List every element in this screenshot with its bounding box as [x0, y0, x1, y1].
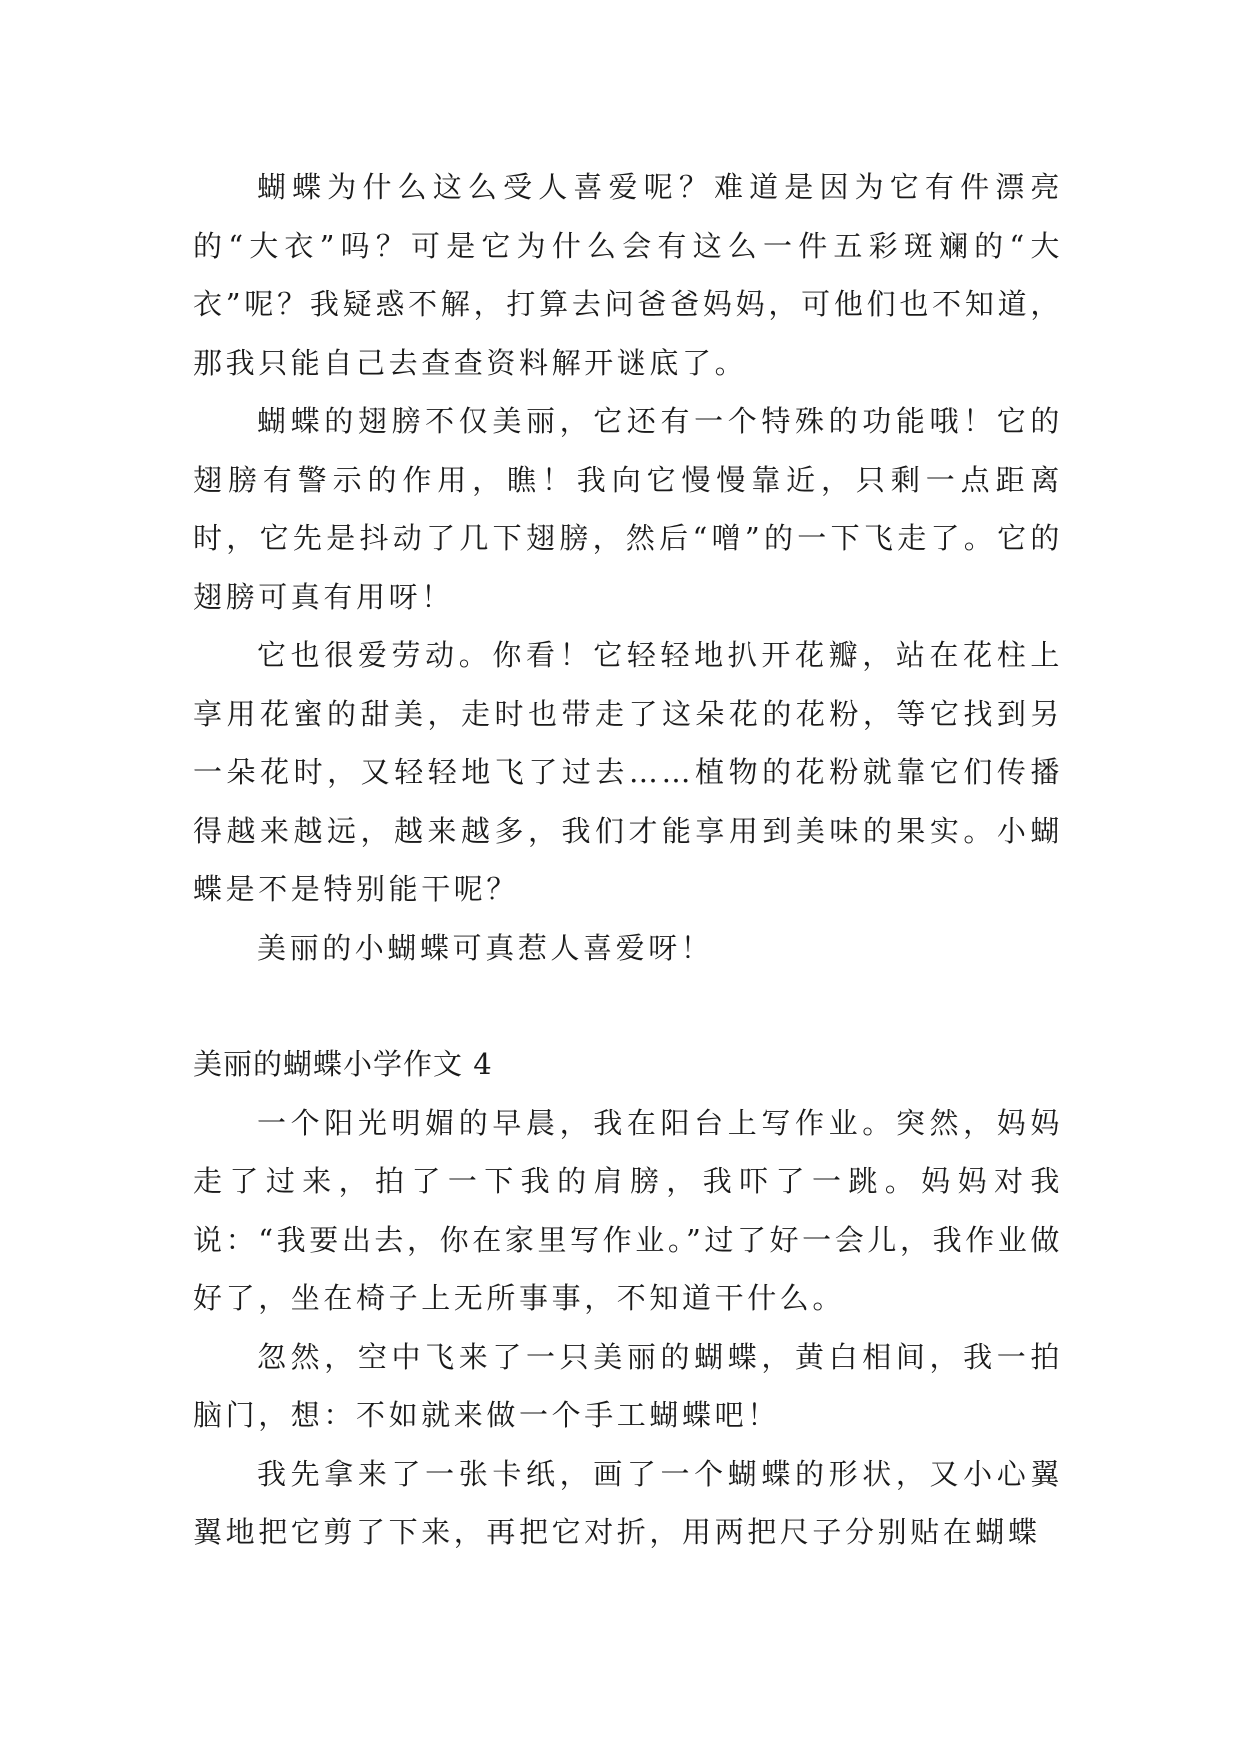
- paragraph: 它也很爱劳动。你看！它轻轻地扒开花瓣，站在花柱上享用花蜜的甜美，走时也带走了这朵花的花粉，等它找到另一朵花时，又轻轻地飞了过去……植物的花粉就靠它们传播得越来越远，越来越多，我们才能享用到美味的果实。小蝴蝶是不是特别能干呢？: [193, 638, 1063, 906]
- paragraph: 我先拿来了一张卡纸，画了一个蝴蝶的形状，又小心翼翼地把它剪了下来，再把它对折，用两把尺子分别贴在蝴蝶: [193, 1456, 1063, 1549]
- paragraph: 美丽的小蝴蝶可真惹人喜爱呀！: [257, 930, 714, 965]
- section-heading: 美丽的蝴蝶小学作文 4: [193, 1047, 493, 1081]
- paragraph: 蝴蝶为什么这么受人喜爱呢？难道是因为它有件漂亮的“大衣”吗？可是它为什么会有这么一件五彩斑斓的“大衣”呢？我疑惑不解，打算去问爸爸妈妈，可他们也不知道，那我只能自己去查查资料解开谜底了。: [193, 170, 1063, 380]
- document-body: [193, 158, 1063, 1562]
- paragraph: 一个阳光明媚的早晨，我在阳台上写作业。突然，妈妈走了过来，拍了一下我的肩膀，我吓了一跳。妈妈对我说：“我要出去，你在家里写作业。”过了好一会儿，我作业做好了，坐在椅子上无所事事，不知道干什么。: [193, 1105, 1063, 1315]
- paragraph: 忽然，空中飞来了一只美丽的蝴蝶，黄白相间，我一拍脑门，想：不如就来做一个手工蝴蝶吧！: [193, 1339, 1063, 1432]
- paragraph: 蝴蝶的翅膀不仅美丽，它还有一个特殊的功能哦！它的翅膀有警示的作用，瞧！我向它慢慢靠近，只剩一点距离时，它先是抖动了几下翅膀，然后“噌”的一下飞走了。它的翅膀可真有用呀！: [193, 404, 1063, 614]
